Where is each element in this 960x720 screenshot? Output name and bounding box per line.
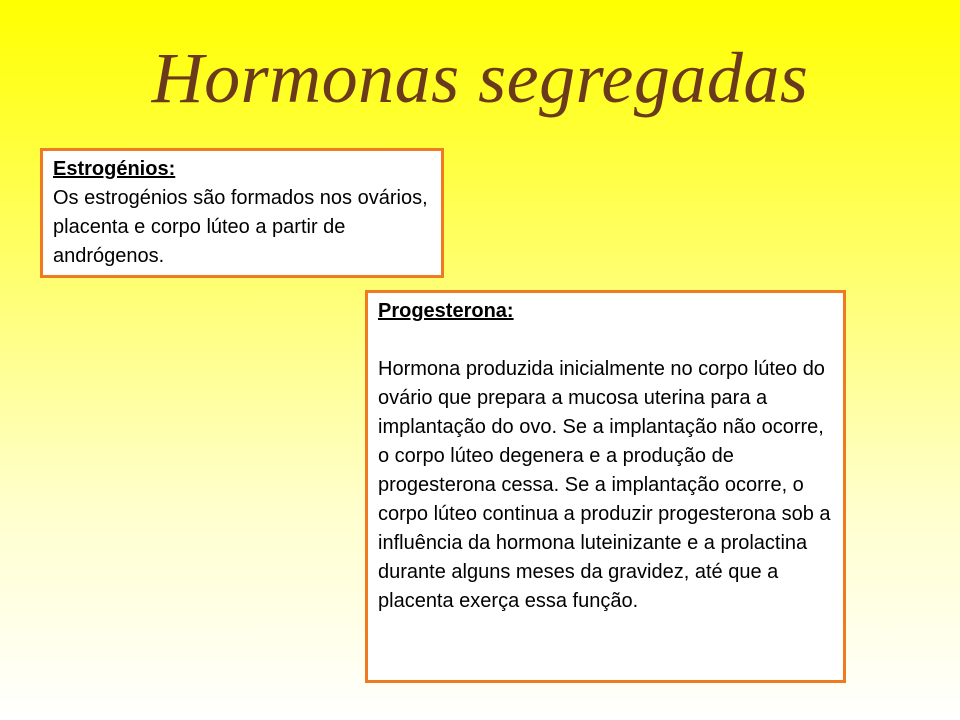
progesterona-textbox xyxy=(365,290,846,683)
progesterona-body: Hormona produzida inicialmente no corpo lúteo do ovário que prepara a mucosa uterina para a implantação do ovo. Se a implantação não ocorre, o corpo lúteo degenera e a produção de progesterona cessa. Se a implantação ocorre, o corpo lúteo continua a produzir progesterona sob a influência da hormona luteinizante e a prolactina durante alguns meses da gravidez, até que a placenta exerça essa função. xyxy=(378,358,831,612)
estrogenios-body: Os estrogénios são formados nos ovários, placenta e corpo lúteo a partir de andrógenos. xyxy=(53,187,428,267)
slide-title: Hormonas segregadas xyxy=(151,38,809,118)
progesterona-heading: Progesterona: xyxy=(378,300,514,322)
estrogenios-heading: Estrogénios: xyxy=(53,158,176,180)
paragraph-spacer xyxy=(378,326,835,355)
estrogenios-textbox xyxy=(40,148,444,278)
